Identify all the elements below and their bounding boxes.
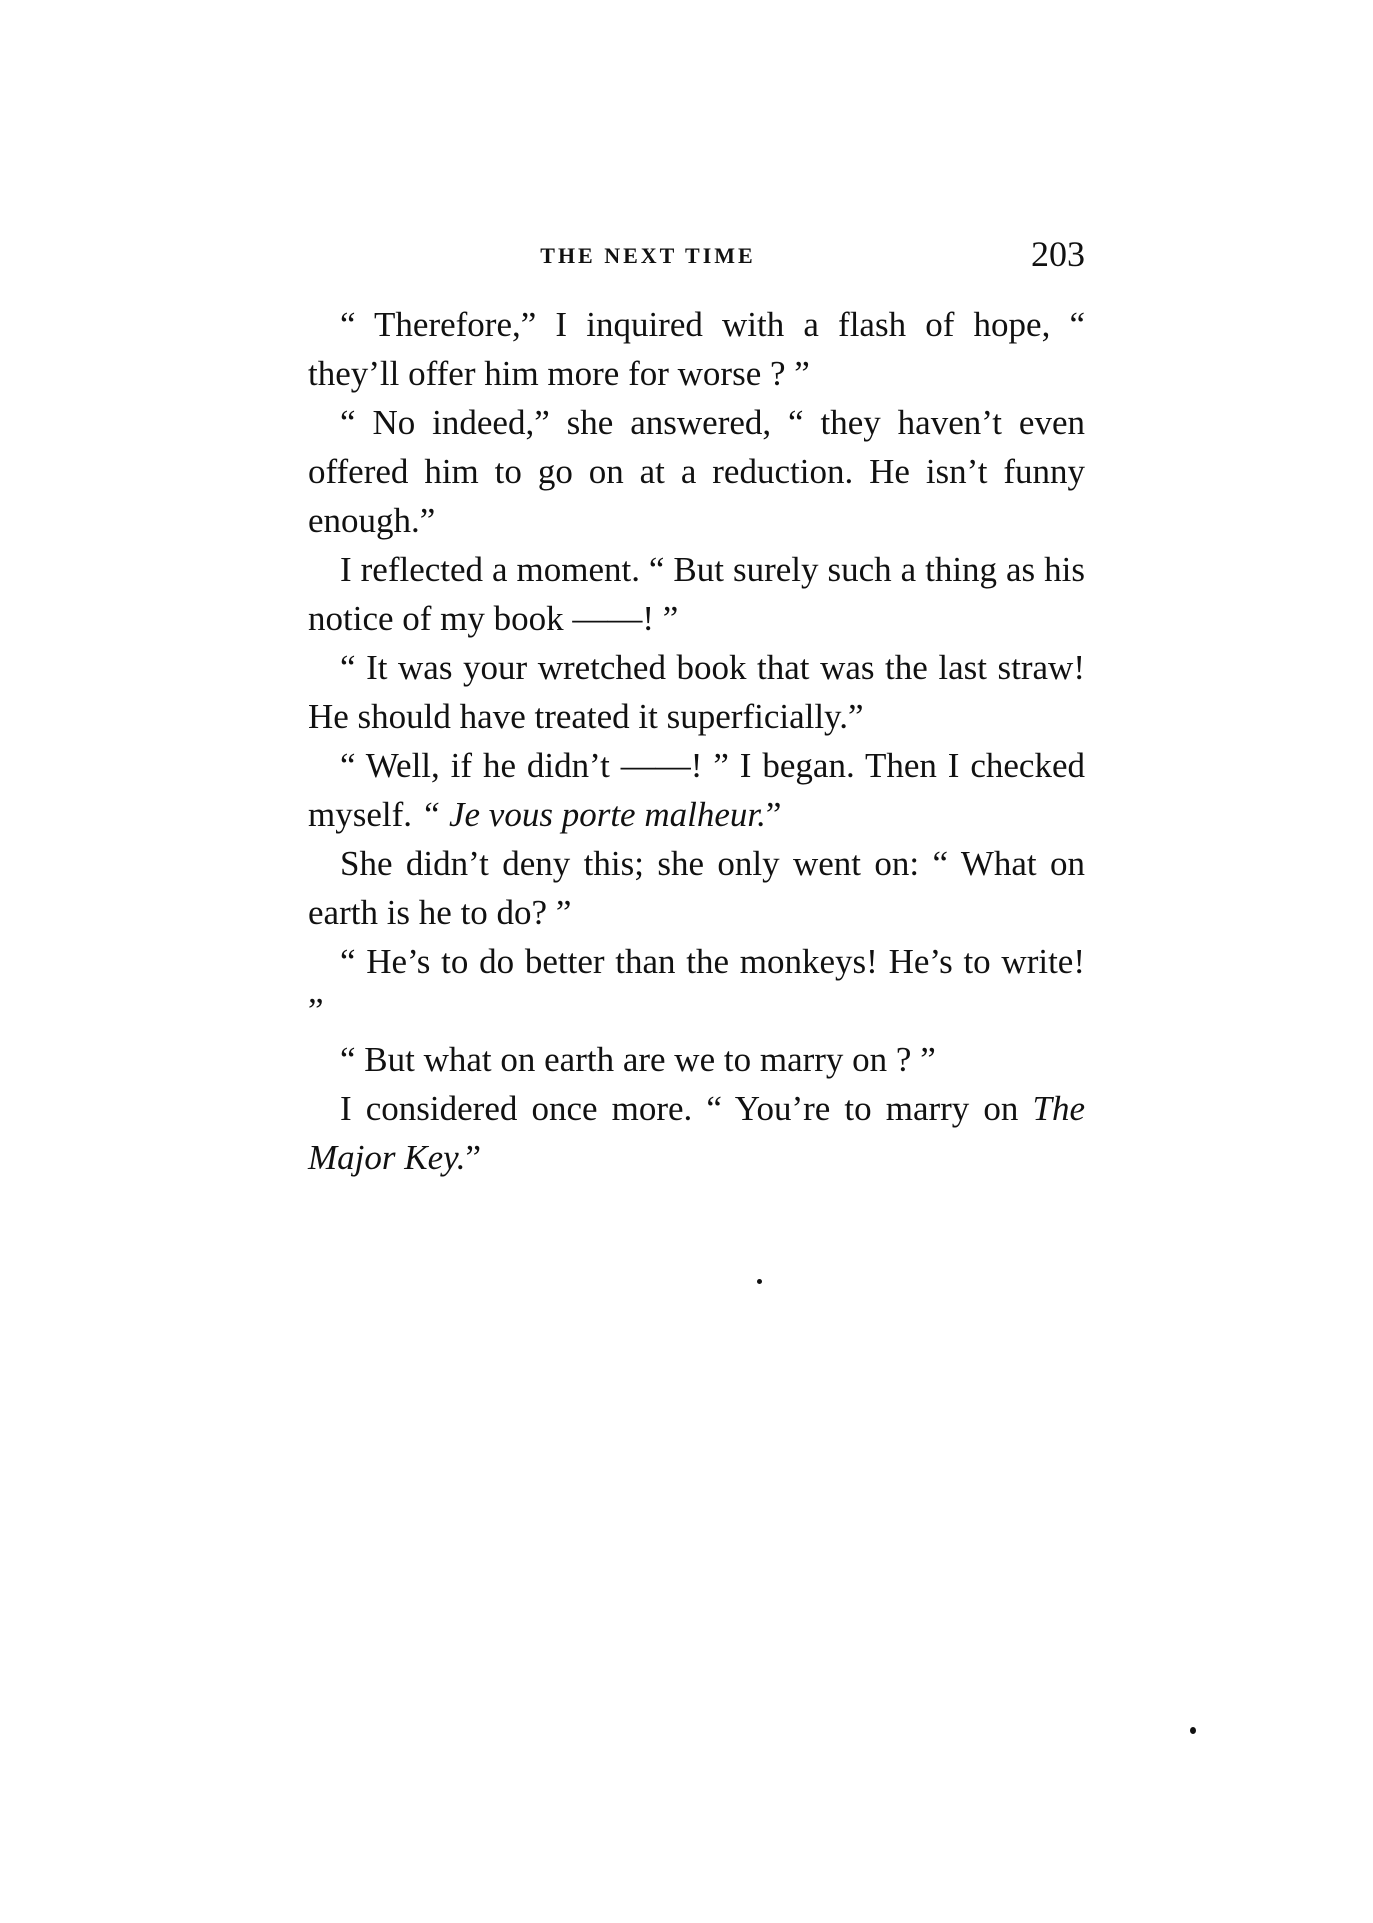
ink-speck — [1190, 1727, 1196, 1734]
paragraph: “ Therefore,” I inquired with a flash of hope, “ they’ll offer him more for worse ? ” — [308, 305, 1085, 393]
paragraph — [308, 1084, 1085, 1182]
page-number: 203 — [1031, 234, 1085, 274]
ink-speck — [757, 1279, 762, 1284]
paragraph: “ It was your wretched book that was the last straw! He should have treated it superficially.” — [308, 648, 1085, 736]
running-title: THE NEXT TIME — [540, 243, 756, 268]
paragraph: “ No indeed,” she answered, “ they haven’t even offered him to go on at a reduction. He isn’t funny enough.” — [308, 403, 1085, 540]
book-title: The Major Key. — [308, 1089, 1085, 1177]
paragraph: “ But what on earth are we to marry on ? ” — [340, 1040, 936, 1079]
italic-quote: “ Je vous porte malheur. — [420, 795, 766, 834]
paragraph: I reflected a moment. “ But surely such a thing as his notice of my book ——! ” — [308, 550, 1085, 638]
paragraph: “ He’s to do better than the monkeys! He’s to write! ” — [308, 942, 1085, 1030]
body-text — [308, 300, 1085, 1182]
paragraph-text: I considered once more. “ You’re to marry on — [340, 1089, 1033, 1128]
running-head — [308, 233, 1085, 273]
paragraph-text: “ Well, if he didn’t ——! ” I began. Then I checked myself. — [308, 746, 1085, 834]
paragraph: She didn’t deny this; she only went on: “ What on earth is he to do? ” — [308, 844, 1085, 932]
paragraph — [308, 741, 1085, 839]
closing-quote: ” — [465, 1138, 482, 1177]
closing-quote: ” — [765, 795, 782, 834]
